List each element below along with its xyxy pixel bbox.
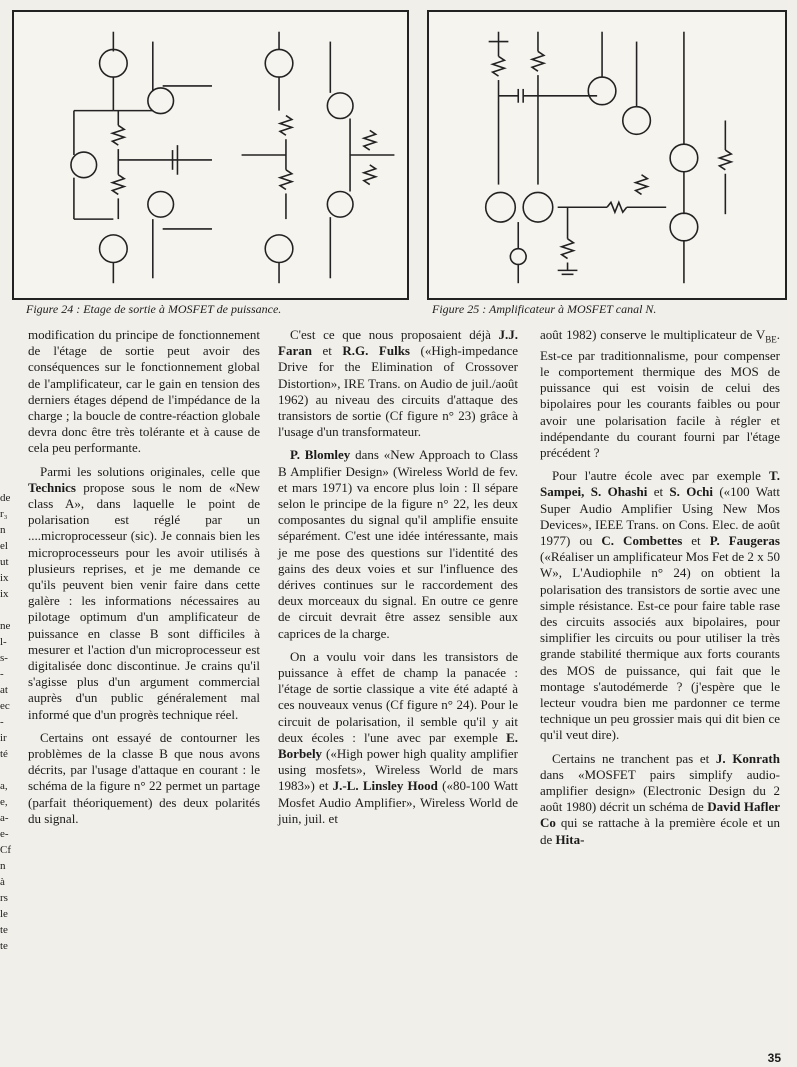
paragraph: Certains ont essayé de contourner les problèmes de la classe B que nous avons décrits, par l'usage d'attaque en courant : le schéma de la figure n° 22 permet un partage (parfait théoriquement) des deux polarités du signal. — [28, 729, 260, 826]
edge-fragment: le — [0, 908, 8, 920]
edge-fragment: ut — [0, 556, 9, 568]
text-run: et — [311, 343, 343, 359]
text-column-2 — [278, 327, 518, 834]
subscript: BE — [765, 334, 777, 345]
page-number: 35 — [767, 1051, 781, 1065]
text-run: et — [647, 484, 670, 500]
text-run: On a voulu voir dans les transistors de puissance à effet de champ la panacée : l'étage de sortie classique a vite été adapté à ces nouveaux venus (Cf figure n° 24). Pour le circuit de polarisation, il semble qu'il y ait deux écoles : l'une avec par exemple — [278, 648, 518, 745]
author-name: E. Borbely — [278, 729, 518, 762]
edge-fragment: at — [0, 684, 8, 696]
edge-fragment — [0, 602, 12, 618]
edge-fragment: Cf — [0, 844, 11, 856]
edge-fragment: té — [0, 748, 8, 760]
edge-fragment: de — [0, 492, 11, 504]
text-run: propose sous le nom de «New class A», dans laquelle le point de polarisation est réglé par un ....microprocesseur (sic). Je connais bien les microprocesseurs pour les avoir utilisés à plusieurs reprises, et je me demande ce qu'ils peuvent bien venir faire dans cette galère : les informations nécessaires au pilotage optimum d'un amplificateur de puissance en classe B sont difficiles à mesurer et l'action d'un microprocesseur est digitalisée donc discontinue. Je crains qu'il s'agisse plus d'un argument commercial auprès d'un public généralement mal informé que d'un progrès technique réel. — [28, 479, 260, 722]
paragraph — [540, 468, 780, 743]
author-name: R.G. Fulks — [342, 343, 410, 359]
edge-fragment: ix — [0, 572, 9, 584]
text-run: («100 Watt Super Audio Amplifier Using New Mos Devices», IEEE Trans. on Cons. Elec. de août 1977) ou — [540, 484, 780, 549]
edge-fragment: ne — [0, 620, 11, 632]
author-name: C. Combettes — [601, 533, 683, 549]
edge-fragment: rs — [0, 892, 8, 904]
edge-fragment: e- — [0, 828, 9, 840]
paragraph — [540, 327, 780, 461]
figure-25-caption: Figure 25 : Amplificateur à MOSFET canal N. — [432, 302, 657, 316]
text-run: et — [682, 533, 710, 549]
edge-fragment: a- — [0, 812, 9, 824]
author-name: T. Sampei, S. Ohashi — [540, 468, 780, 500]
edge-fragment: l- — [0, 636, 7, 648]
paragraph — [540, 751, 780, 848]
author-name: P. Faugeras — [709, 533, 780, 549]
text-run: Pour l'autre école avec par exemple — [552, 468, 770, 484]
text-run: août 1982) conserve le multiplicateur de V — [540, 327, 766, 342]
text-run: («Réaliser un amplificateur Mos Fet de 2 x 50 W», L'Audiophile n° 24) on obtient la polarisation des transistors de sortie avec une simple résistance. Est-ce pour faire table rase des circuits associés aux bipolaires, pour simplifier les circuits ou pour utiliser la très grande stabilité thermique aux forts courants des MOS de puissance, qui fait que le montage s'autodémerde ? (j'espère que le lecteur voudra bien me pardonner ce terme technique un peu grossier mais qui dit bien ce qu'il veut dire). — [540, 549, 780, 743]
edge-fragment: ec — [0, 700, 10, 712]
text-run: («High power high quality amplifier using mosfets», Wireless World de mars 1983») et — [278, 746, 518, 794]
edge-fragment: ir — [0, 732, 7, 744]
figure-25-schematic — [427, 10, 787, 300]
author-name: Technics — [28, 479, 76, 495]
paragraph — [28, 464, 260, 723]
edge-fragment — [0, 762, 12, 778]
text-column-3 — [540, 327, 780, 855]
figure-24-circuit — [14, 12, 407, 298]
edge-fragment: te — [0, 924, 8, 936]
author-name: S. Ochi — [669, 484, 713, 500]
text-run: dans «New Approach to Class B Amplifier Design» (Wireless World de fev. et mars 1971) va encore plus loin : Il sépare selon le principe de la figure n° 22, les deux composantes du signal qu'il amplifie ensuite séparément. C'est une idée intéressante, mais je me pose des questions sur l'identité des gains des deux voies et sur l'influence des dérives continues sur le raccordement des deux morceaux du signal. En outre ce genre de circuit devrait être assez sensible aux caprices de la charge. — [278, 447, 518, 641]
edge-fragment: a, — [0, 780, 8, 792]
left-page-edge — [0, 490, 12, 954]
text-run: dans «MOSFET pairs simplify audio-amplifier design» (Electronic Design du 2 août 1980) décrit un schéma de — [540, 766, 780, 815]
author-name: P. Blomley — [290, 447, 351, 463]
edge-fragment: e, — [0, 796, 8, 808]
text-run: («80-100 Watt Mosfet Audio Amplifier», Wireless World de juin, juil. et — [278, 778, 518, 826]
edge-fragment: n — [0, 524, 6, 536]
edge-fragment: n — [0, 860, 6, 872]
edge-fragment: - — [0, 716, 4, 728]
figure-24-caption: Figure 24 : Etage de sortie à MOSFET de puissance. — [26, 302, 282, 316]
paragraph: modification du principe de fonctionnement de l'étage de sortie peut avoir des conséquences sur le fonctionnement global de l'amplificateur, car le gain en tension des derniers étages dépend de l'impédance de la charge ; la boucle de contre-réaction globale devra donc être très tolérante et à cause de cela peu performante. — [28, 327, 260, 456]
text-run: C'est ce que nous proposaient déjà — [290, 327, 499, 342]
text-run: Parmi les solutions originales, celle que — [40, 463, 260, 479]
paragraph — [278, 327, 518, 440]
text-run: («High-impedance Drive for the Elimination of Crossover Distortion», IRE Trans. on Audio de juil./août 1962) au niveau des circuits d'attaque des transistors de sortie (Cf figure n° 23) grâce à l'usage d'un transformateur. — [278, 343, 518, 440]
edge-fragment: el — [0, 540, 8, 552]
edge-fragment: te — [0, 940, 8, 952]
text-run: . Est-ce par traditionnalisme, pour compenser le comportement thermique des MOS de puissance qui est voisin de celui des bipolaires pour les courants faibles ou pour avoir une polarisation facile à régler et indépendante du courant fourni par l'étage précédent ? — [540, 327, 780, 461]
paragraph — [278, 649, 518, 827]
edge-fragment: à — [0, 876, 5, 888]
company-name: David Hafler Co — [540, 799, 781, 831]
edge-fragment: ix — [0, 588, 9, 600]
figure-25-circuit — [429, 12, 785, 298]
text-column-1 — [28, 327, 260, 834]
edge-fragment: s- — [0, 652, 8, 664]
author-name: J.J. Faran — [278, 327, 518, 359]
text-run: qui se rattache à la première école et un de — [540, 815, 780, 847]
edge-fragment: r₃ — [0, 508, 8, 520]
author-name: J.-L. Linsley Hood — [332, 778, 438, 794]
text-run: Certains ne tranchent pas et — [552, 750, 716, 766]
paragraph — [278, 447, 518, 641]
figure-24-schematic — [12, 10, 409, 300]
edge-fragment: - — [0, 668, 4, 680]
author-name: J. Konrath — [715, 750, 780, 766]
company-name: Hita- — [555, 831, 585, 847]
